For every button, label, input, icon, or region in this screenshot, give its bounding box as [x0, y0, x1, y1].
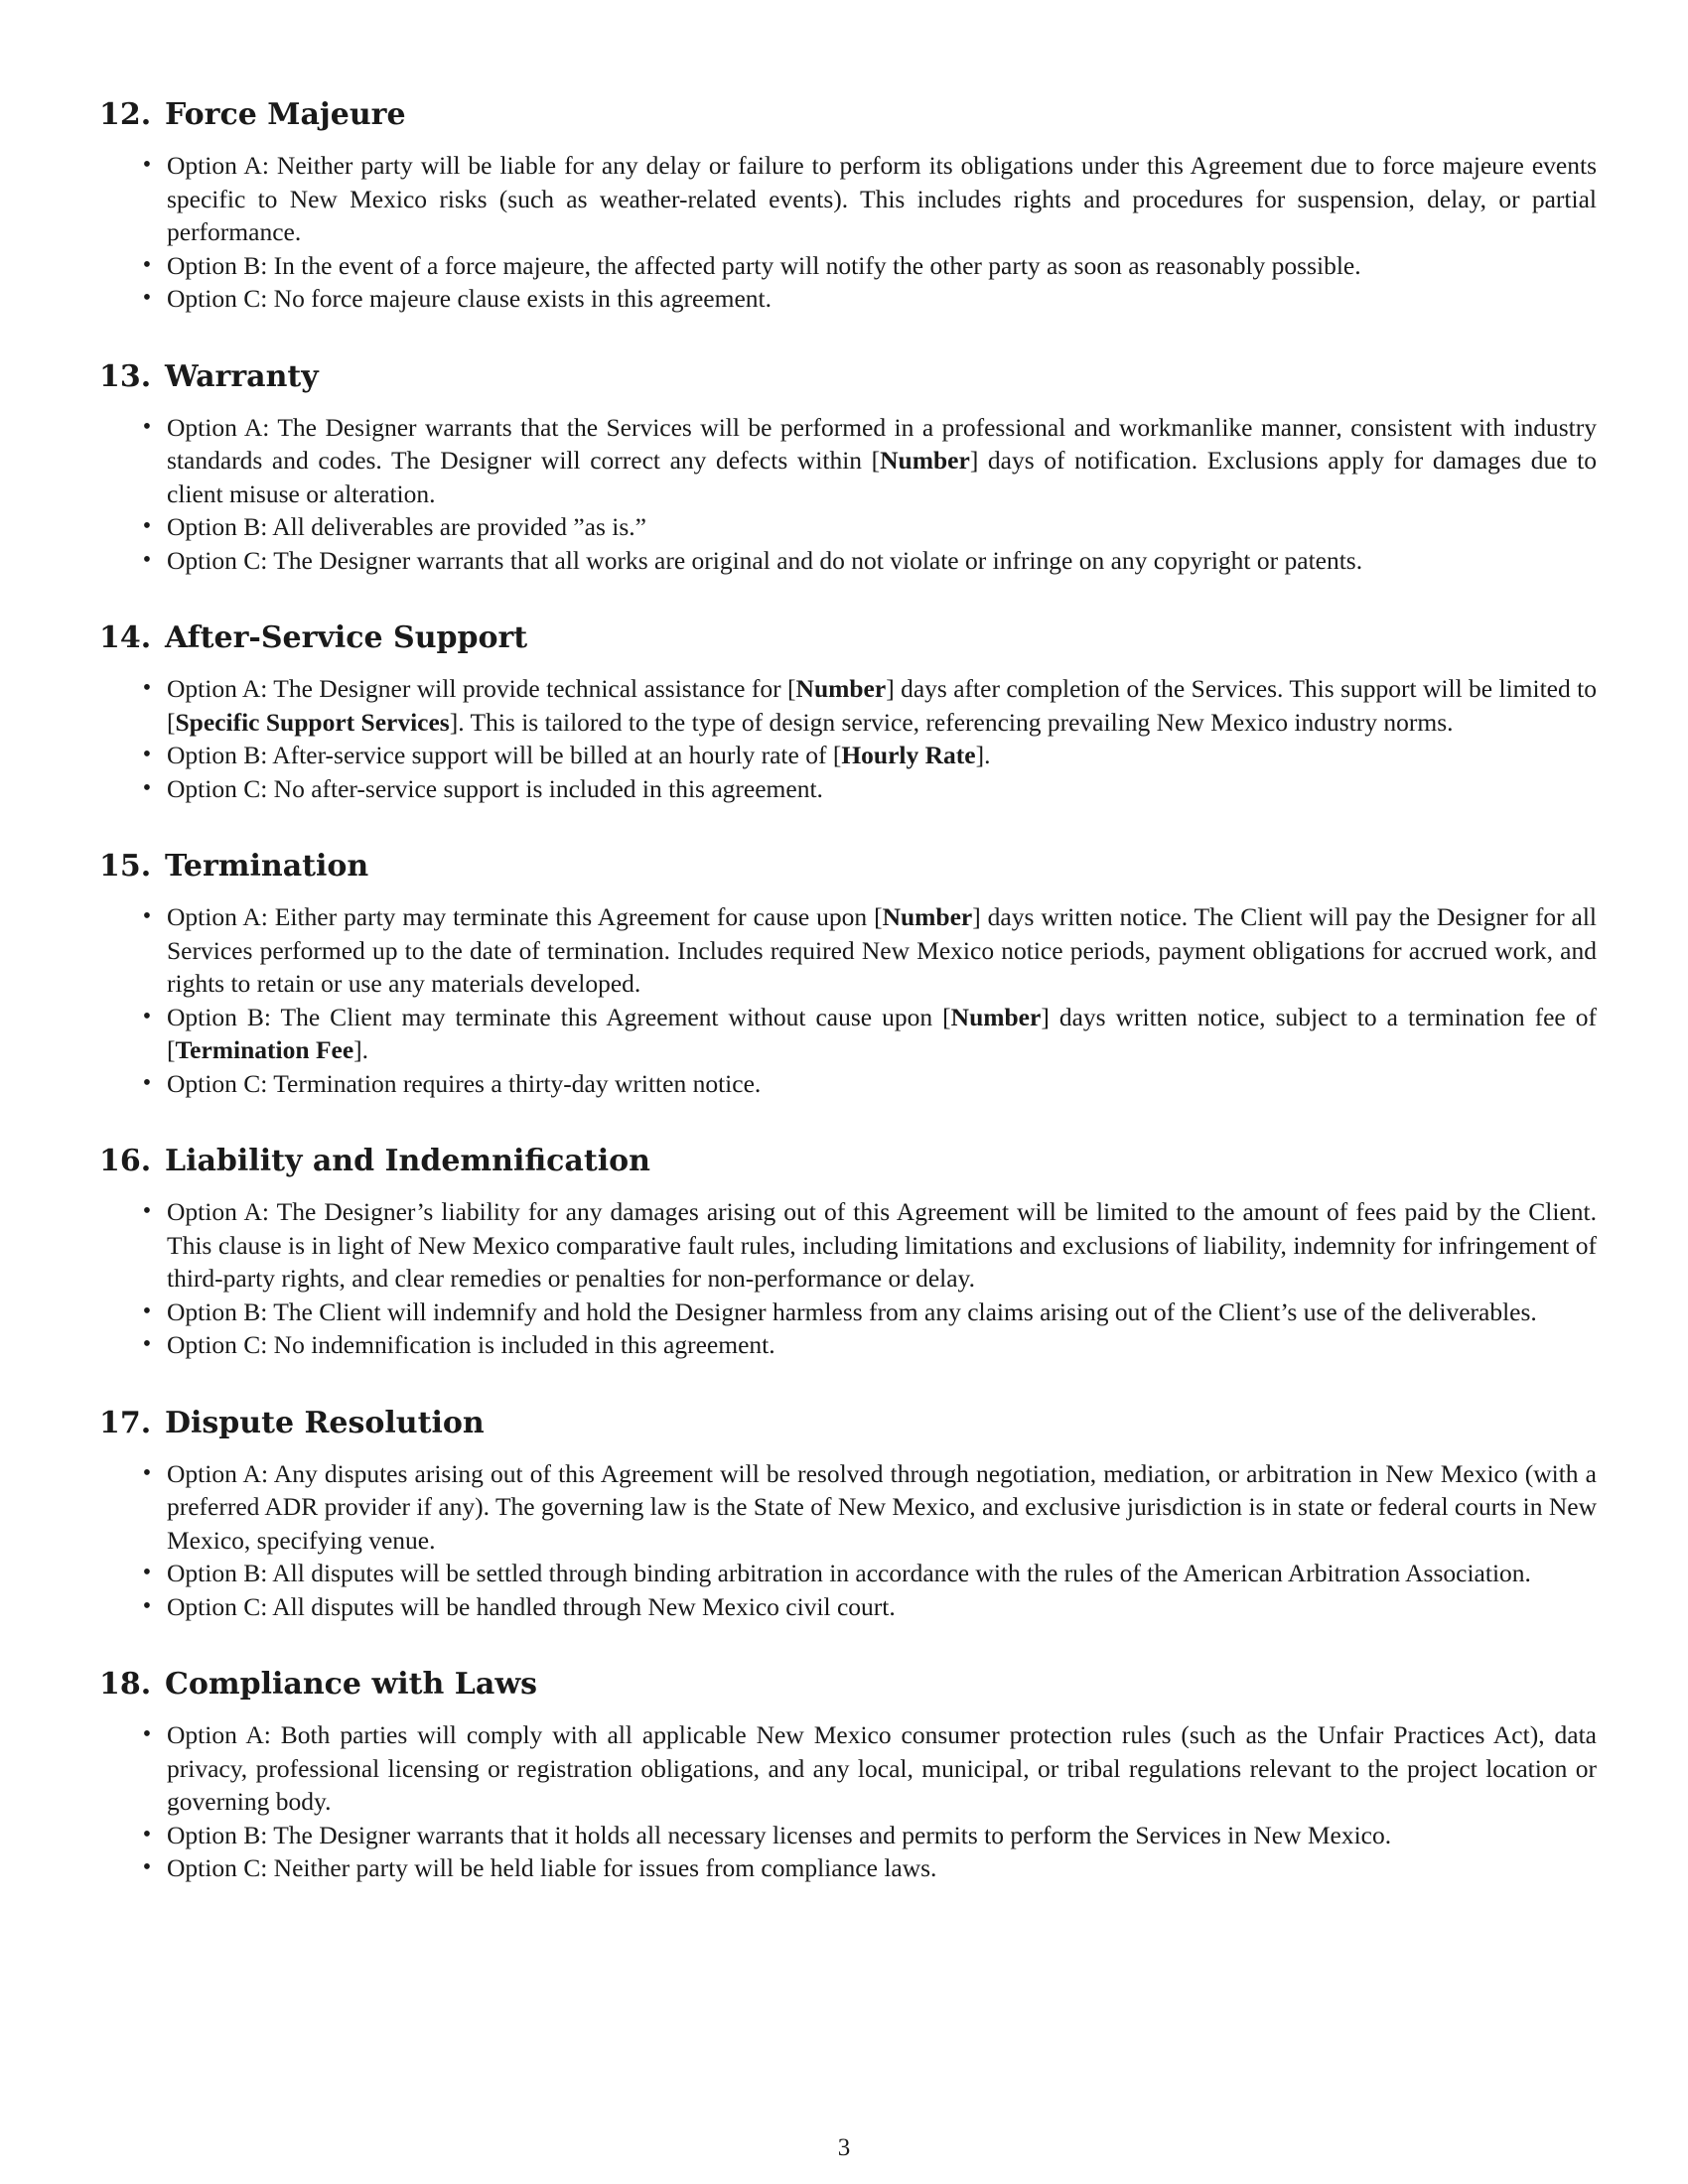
section: [99, 1665, 1597, 1885]
page-number: 3: [837, 2134, 851, 2161]
section-title: After-Service Support: [165, 620, 528, 655]
placeholder-field: Number: [950, 1002, 1042, 1031]
option-item: [99, 1457, 1597, 1558]
section: [99, 1142, 1597, 1362]
bullet-icon: •: [142, 285, 152, 311]
bullet-icon: •: [142, 1721, 152, 1747]
option-text: Option A: Both parties will comply with all applicable New Mexico consumer protection rules (such as the Unfair Practices Act), data privacy, professional licensing or registration obligations, and any local, municipal, or tribal regulations relevant to the project location or governing body.: [167, 1720, 1597, 1816]
placeholder-field: Specific Support Services: [175, 707, 450, 737]
option-item: [99, 1590, 1597, 1624]
option-text: ].: [975, 741, 991, 769]
option-list: [99, 1718, 1597, 1885]
option-text: ] days after completion of the Services. This support will be limited to [: [167, 674, 1597, 737]
placeholder-field: Number: [880, 446, 970, 475]
bullet-icon: •: [142, 152, 152, 178]
option-list: [99, 411, 1597, 578]
option-item: [99, 1328, 1597, 1362]
option-text: Option C: The Designer warrants that all works are original and do not violate or infringe on any copyright or patents.: [167, 545, 1363, 575]
bullet-icon: •: [142, 1821, 152, 1847]
option-list: [99, 1195, 1597, 1362]
option-list: [99, 900, 1597, 1100]
section: [99, 847, 1597, 1100]
bullet-icon: •: [142, 1459, 152, 1486]
section-number: 18.: [99, 1667, 152, 1702]
option-item: [99, 1819, 1597, 1852]
section-title: Liability and Indemnification: [165, 1144, 650, 1178]
section-title: Warranty: [165, 358, 319, 394]
option-text: Option B: The Designer warrants that it holds all necessary licenses and permits to perform the Services in New Mexico.: [167, 1820, 1392, 1849]
bullet-icon: •: [142, 1198, 152, 1224]
bullet-icon: •: [142, 251, 152, 278]
bullet-icon: •: [142, 1854, 152, 1880]
option-item: [99, 510, 1597, 544]
section-number: 13.: [99, 358, 152, 394]
section-number: 15.: [99, 849, 152, 884]
option-text: Option C: All disputes will be handled through New Mexico civil court.: [167, 1591, 896, 1621]
option-text: Option A: Any disputes arising out of this Agreement will be resolved through negotiation, mediation, or arbitration in New Mexico (with a preferred ADR provider if any). The governing law is the State of New Mexico, and exclusive jurisdiction is in state or federal courts in New Mexico, specifying venue.: [167, 1458, 1597, 1555]
section-heading: [99, 1404, 1597, 1443]
option-item: [99, 900, 1597, 1001]
option-item: [99, 739, 1597, 772]
section-number: 16.: [99, 1144, 152, 1178]
placeholder-field: Number: [882, 902, 973, 931]
option-item: [99, 1001, 1597, 1067]
bullet-icon: •: [142, 546, 152, 573]
bullet-icon: •: [142, 1069, 152, 1096]
option-text: Option C: No force majeure clause exists in this agreement.: [167, 284, 772, 313]
option-text: Option C: No indemnification is included in this agreement.: [167, 1330, 775, 1359]
option-text: Option B: All deliverables are provided ”as is.”: [167, 512, 646, 541]
option-item: [99, 772, 1597, 806]
option-item: [99, 1195, 1597, 1296]
section-title: Force Majeure: [165, 97, 406, 132]
option-item: [99, 1296, 1597, 1329]
option-text: Option A: The Designer warrants that the Services will be performed in a professional and workmanlike manner, consistent with industry standards and codes. The Designer will correct any defects within [: [167, 412, 1597, 475]
option-text: ]. This is tailored to the type of design service, referencing prevailing New Mexico industry norms.: [449, 707, 1454, 737]
bullet-icon: •: [142, 675, 152, 701]
section: [99, 1404, 1597, 1624]
option-item: [99, 1851, 1597, 1885]
option-text: Option C: No after-service support is included in this agreement.: [167, 773, 823, 803]
bullet-icon: •: [142, 1560, 152, 1585]
option-text: ] days written notice, subject to a termination fee of [: [167, 1002, 1597, 1064]
section-heading: [99, 357, 1597, 397]
bullet-icon: •: [142, 742, 152, 767]
section-number: 14.: [99, 620, 152, 655]
placeholder-field: Hourly Rate: [841, 741, 976, 769]
option-item: [99, 249, 1597, 283]
option-item: [99, 411, 1597, 511]
option-list: [99, 149, 1597, 316]
placeholder-field: Number: [795, 674, 887, 703]
bullet-icon: •: [142, 413, 152, 440]
placeholder-field: Termination Fee: [175, 1035, 354, 1064]
bullet-icon: •: [142, 513, 152, 539]
section: [99, 618, 1597, 805]
section-heading: [99, 847, 1597, 887]
section: [99, 357, 1597, 578]
bullet-icon: •: [142, 1003, 152, 1029]
option-text: Option A: The Designer’s liability for any damages arising out of this Agreement will be limited to the amount of fees paid by the Client. This clause is in light of New Mexico comparative fault rules, including limitations and exclusions of liability, indemnity for infringement of third-party rights, and clear remedies or penalties for non-performance or delay.: [167, 1197, 1597, 1293]
option-list: [99, 672, 1597, 805]
option-item: [99, 544, 1597, 578]
document-body: [99, 95, 1597, 1927]
bullet-icon: •: [142, 903, 152, 929]
section-title: Compliance with Laws: [165, 1667, 538, 1702]
option-item: [99, 1718, 1597, 1819]
option-item: [99, 1067, 1597, 1101]
section-heading: [99, 95, 1597, 135]
section-number: 17.: [99, 1405, 152, 1440]
option-text: ] days written notice. The Client will pay the Designer for all Services performed up to the date of termination. Includes required New Mexico notice periods, payment obligations for accrued work, and rights to retain or use any materials developed.: [167, 902, 1598, 998]
section-heading: [99, 1142, 1597, 1181]
option-text: Option A: The Designer will provide technical assistance for [: [167, 674, 796, 703]
option-item: [99, 282, 1597, 316]
option-text: Option B: All disputes will be settled through binding arbitration in accordance with the rules of the American Arbitration Association.: [167, 1559, 1531, 1587]
option-text: Option B: The Client may terminate this Agreement without cause upon [: [167, 1002, 951, 1031]
option-text: Option C: Termination requires a thirty-day written notice.: [167, 1068, 762, 1098]
option-text: Option B: In the event of a force majeure, the affected party will notify the other party as soon as reasonably possible.: [167, 250, 1361, 280]
section-title: Termination: [165, 849, 369, 884]
bullet-icon: •: [142, 1331, 152, 1357]
option-text: Option A: Either party may terminate this Agreement for cause upon [: [167, 902, 883, 931]
option-list: [99, 1457, 1597, 1624]
bullet-icon: •: [142, 1297, 152, 1324]
section-number: 12.: [99, 97, 152, 132]
option-item: [99, 1557, 1597, 1590]
option-text: ] days of notification. Exclusions apply for damages due to client misuse or alteration.: [167, 446, 1597, 508]
option-text: Option B: After-service support will be billed at an hourly rate of [: [167, 741, 842, 769]
option-text: Option A: Neither party will be liable for any delay or failure to perform its obligations under this Agreement due to force majeure events specific to New Mexico risks (such as weather-related events). This includes rights and procedures for suspension, delay, or partial performance.: [167, 151, 1597, 246]
option-item: [99, 149, 1597, 249]
option-item: [99, 672, 1597, 739]
section-title: Dispute Resolution: [165, 1405, 485, 1440]
option-text: Option B: The Client will indemnify and hold the Designer harmless from any claims arising out of the Client’s use of the deliverables.: [167, 1297, 1537, 1326]
option-text: ].: [353, 1035, 369, 1064]
section-heading: [99, 1665, 1597, 1705]
bullet-icon: •: [142, 1592, 152, 1619]
bullet-icon: •: [142, 774, 152, 801]
option-text: Option C: Neither party will be held liable for issues from compliance laws.: [167, 1853, 937, 1882]
section: [99, 95, 1597, 316]
section-heading: [99, 618, 1597, 658]
